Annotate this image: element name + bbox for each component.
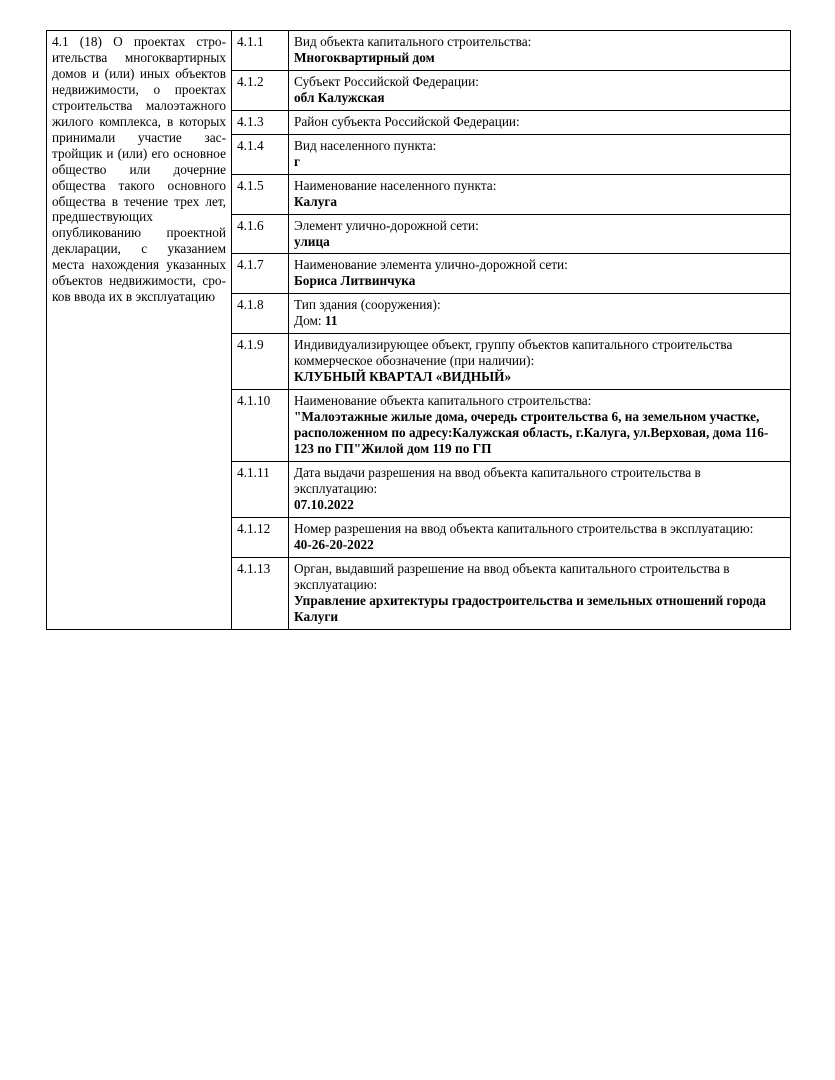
table-row (47, 31, 791, 71)
row-value: Калуга (294, 193, 338, 209)
row-number: 4.1.13 (232, 557, 289, 629)
row-label: Элемент улично-дорожной сети: (294, 217, 479, 233)
row-label: Тип здания (сооружения): (294, 297, 441, 313)
row-content (289, 557, 791, 629)
row-content (289, 334, 791, 390)
row-content (289, 390, 791, 462)
row-value: 40-26-20-2022 (294, 536, 374, 552)
row-label: Орган, выдавший разрешение на ввод объекта капитального строительства в эксплуатацию: (294, 560, 730, 592)
row-number: 4.1.12 (232, 517, 289, 557)
row-label: Наименование элемента улично-дорожной сети: (294, 257, 568, 273)
row-value-prefix: Дом: (294, 313, 322, 329)
row-label: Дата выдачи разрешения на ввод объекта капитального строительства в эксплуатацию: (294, 464, 701, 496)
row-content (289, 254, 791, 294)
row-value: Управление архитектуры градостроительства и земельных отношений города Калуги (294, 592, 766, 624)
row-content (289, 517, 791, 557)
row-label: Вид населенного пункта: (294, 137, 437, 153)
row-value: Бориса Литвинчука (294, 273, 416, 289)
row-number: 4.1.5 (232, 174, 289, 214)
row-content (289, 294, 791, 334)
row-value: г (294, 153, 301, 169)
row-value: 07.10.2022 (294, 496, 354, 512)
row-value: Многоквартирный дом (294, 49, 435, 65)
row-content (289, 110, 791, 134)
row-label: Наименование объекта капитального строительства: (294, 393, 592, 409)
row-value: обл Калужская (294, 89, 385, 105)
row-number: 4.1.3 (232, 110, 289, 134)
row-value-line (294, 313, 785, 329)
row-number: 4.1.1 (232, 31, 289, 71)
row-content (289, 31, 791, 71)
row-label: Субъект Российской Федерации: (294, 73, 479, 89)
row-label: Район субъекта Российской Федерации: (294, 113, 520, 129)
row-value: улица (294, 233, 330, 249)
row-label: Номер разрешения на ввод объекта капитального строительства в эксплуатацию: (294, 520, 754, 536)
row-content (289, 134, 791, 174)
row-content (289, 461, 791, 517)
row-number: 4.1.8 (232, 294, 289, 334)
row-label: Наименование населенного пункта: (294, 177, 497, 193)
row-value: 11 (324, 313, 338, 329)
row-number: 4.1.4 (232, 134, 289, 174)
row-label: Вид объекта капитального строительства: (294, 34, 532, 49)
row-label: Индивидуализирующее объект, группу объектов капитального строительства коммерческое обозначение (при наличии): (294, 337, 733, 369)
row-number: 4.1.6 (232, 214, 289, 254)
row-content (289, 214, 791, 254)
section-description-cell: 4.1 (18) О проектах строительства многоквартирных домов и (или) иных объектов недвижимости, о проектах строительства малоэтажного жилого комплекса, в которых принимали участие застройщик и (или) его основное общество или дочерние общества такого основного общества в течение трех лет, предшествующих опубликованию проектной декларации, с указанием места нахождения указанных объектов недвижимости, сроков ввода их в эксплуатацию (47, 31, 232, 630)
row-value: "Малоэтажные жилые дома, очередь строительства 6, на земельном участке, расположенном по адресу:Калужская область, г.Калуга, ул.Верховая, дома 116-123 по ГП"Жилой дом 119 по ГП (294, 409, 769, 457)
row-content (289, 174, 791, 214)
row-number: 4.1.2 (232, 70, 289, 110)
row-number: 4.1.7 (232, 254, 289, 294)
row-number: 4.1.9 (232, 334, 289, 390)
row-number: 4.1.10 (232, 390, 289, 462)
row-value: КЛУБНЫЙ КВАРТАЛ «ВИДНЫЙ» (294, 369, 512, 385)
declaration-table (46, 30, 791, 630)
row-content (289, 70, 791, 110)
row-number: 4.1.11 (232, 461, 289, 517)
